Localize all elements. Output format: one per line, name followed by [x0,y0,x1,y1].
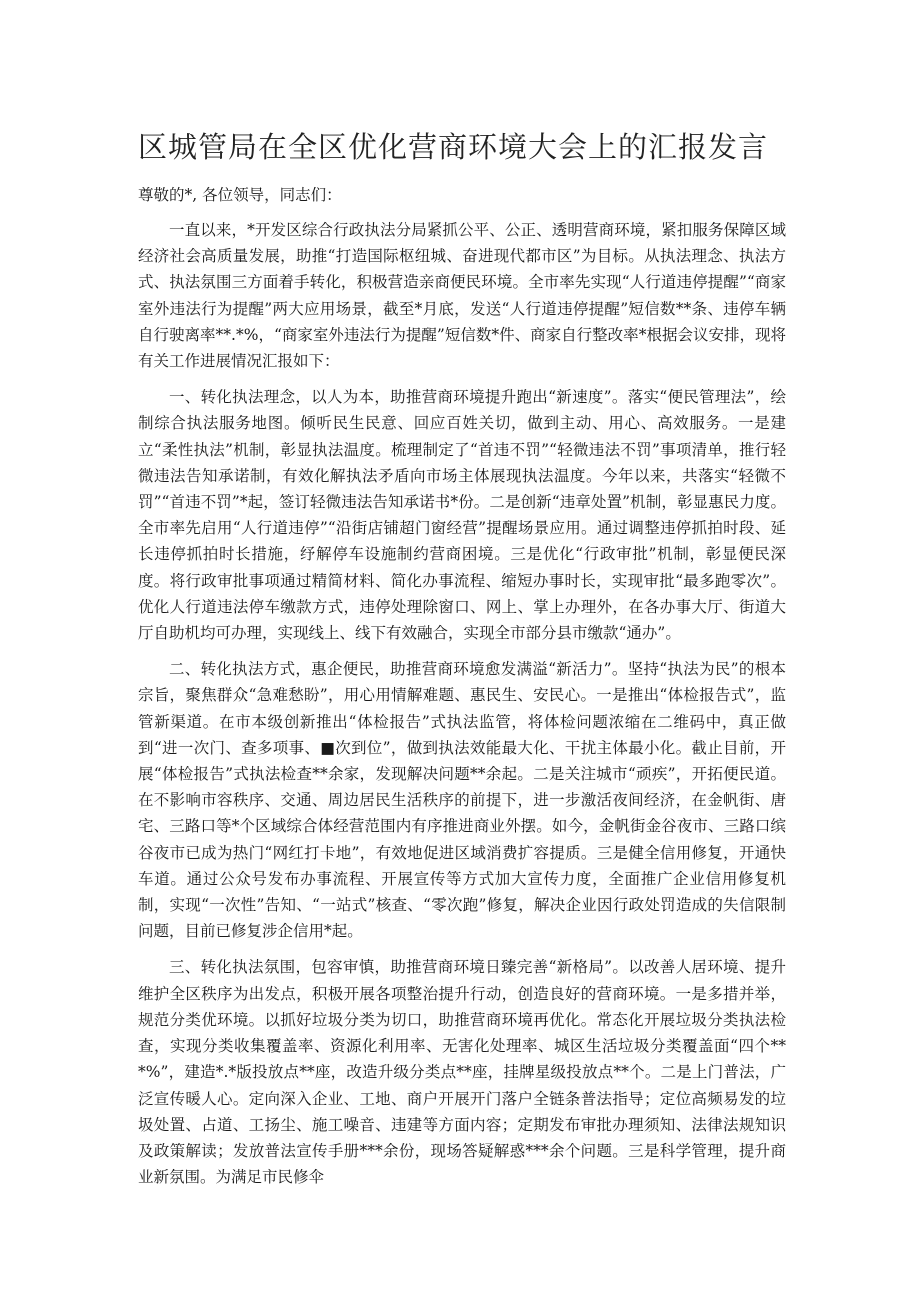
paragraph-section-one: 一、转化执法理念，以人为本，助推营商环境提升跑出“新速度”。落实“便民管理法”，绘制综合执法服务地图。倾听民生民意、回应百姓关切，做到主动、用心、高效服务。一是建立“柔性执法”机制，彰显执法温度。梳理制定了“首违不罚”“轻微违法不罚”事项清单，推行轻微违法告知承诺制，有效化解执法矛盾向市场主体展现执法温度。今年以来，共落实“轻微不罚”“首违不罚”*起，签订轻微违法告知承诺书*份。二是创新“违章处置”机制，彰显惠民力度。全市率先启用“人行道违停”“沿街店铺超门窗经营”提醒场景应用。通过调整违停抓拍时段、延长违停抓拍时长措施，纾解停车设施制约营商困境。三是优化“行政审批”机制，彰显便民深度。将行政审批事项通过精简材料、简化办事流程、缩短办事时长，实现审批“最多跑零次”。优化人行道违法停车缴款方式，违停处理除窗口、网上、掌上办理外，在各办事大厅、街道大厅自助机均可办理，实现线上、线下有效融合，实现全市部分县市缴款“通办”。 [138,388,786,643]
paragraph-section-two: 二、转化执法方式，惠企便民，助推营商环境愈发满溢“新活力”。坚持“执法为民”的根本宗旨，聚焦群众“急难愁盼”，用心用情解难题、惠民生、安民心。一是推出“体检报告式”，监管新渠道。在市本级创新推出“体检报告”式执法监管，将体检问题浓缩在二维码中，真正做到“进一次门、查多项事、■次到位”，做到执法效能最大化、干扰主体最小化。截止目前，开展“体检报告”式执法检查**余家，发现解决问题**余起。二是关注城市“顽疾”，开拓便民道。在不影响市容秩序、交通、周边居民生活秩序的前提下，进一步激活夜间经济，在金帆街、唐宅、三路口等*个区域综合体经营范围内有序推进商业外摆。如今，金帆街金谷夜市、三路口缤谷夜市已成为热门“网红打卡地”，有效地促进区域消费扩容提质。三是健全信用修复，开通快车道。通过公众号发布办事流程、开展宣传等方式加大宣传力度，全面推广企业信用修复机制，实现“一次性”告知、“一站式”核查、“零次跑”修复，解决企业因行政处罚造成的失信限制问题，目前已修复涉企信用*起。 [138,660,786,941]
paragraph-section-three: 三、转化执法氛围，包容审慎，助推营商环境日臻完善“新格局”。以改善人居环境、提升维护全区秩序为出发点，积极开展各项整治提升行动，创造良好的营商环境。一是多措并举，规范分类优环境。以抓好垃圾分类为切口，助推营商环境再优化。常态化开展垃圾分类执法检查，实现分类收集覆盖率、资源化利用率、无害化处理率、城区生活垃圾分类覆盖面“四个***%”，建造*.*版投放点**座，改造升级分类点**座，挂牌星级投放点**个。二是上门普法，广泛宣传暖人心。定向深入企业、工地、商户开展开门落户全链条普法指导；定位高频易发的垃圾处置、占道、工扬尘、施工噪音、违建等方面内容；定期发布审批办理须知、法律法规知识及政策解读；发放普法宣传手册***余份，现场答疑解惑***余个问题。三是科学管理，提升商业新氛围。为满足市民修伞 [138,958,786,1187]
document-title: 区城管局在全区优化营商环境大会上的汇报发言 [138,130,769,164]
paragraph-intro: 一直以来，*开发区综合行政执法分局紧抓公平、公正、透明营商环境，紧扣服务保障区域经济社会高质量发展，助推“打造国际枢纽城、奋进现代都市区”为目标。从执法理念、执法方式、执法氛围三方面着手转化，积极营造亲商便民环境。全市率先实现“人行道违停提醒”“商家室外违法行为提醒”两大应用场景，截至*月底，发送“人行道违停提醒”短信数**条、违停车辆自行驶离率**.*%，“商家室外违法行为提醒”短信数*件、商家自行整改率*根据会议安排，现将有关工作进展情况汇报如下： [138,221,786,371]
document-page [138,0,786,1190]
salutation: 尊敬的*, 各位领导，同志们： [138,186,342,204]
